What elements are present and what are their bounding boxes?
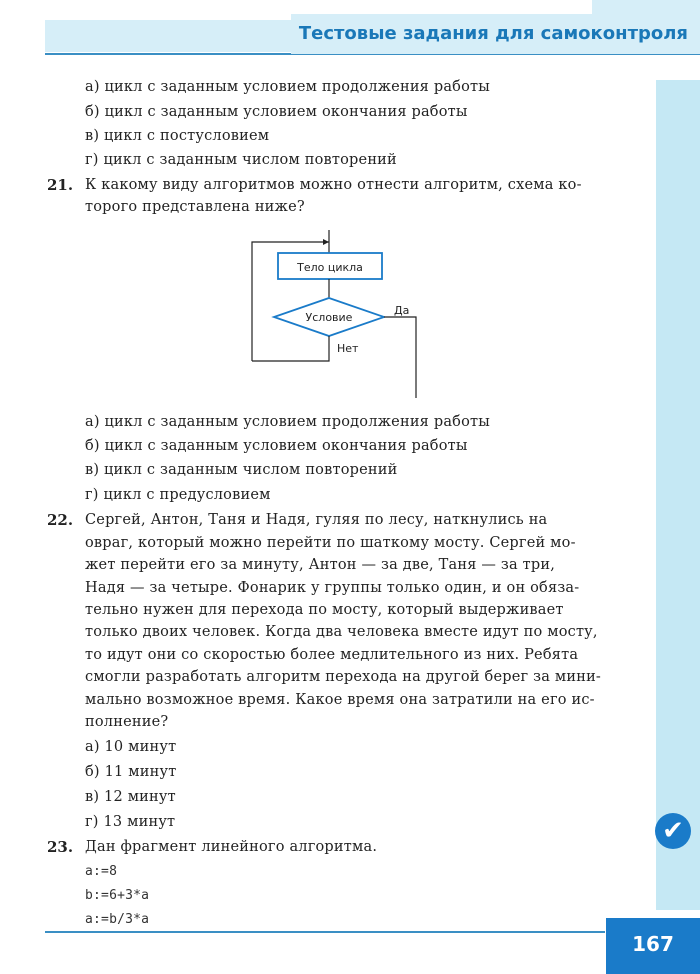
flow-no-label: Нет xyxy=(337,342,359,355)
prev-option-a: а) цикл с заданным условием продолжения работы xyxy=(85,79,490,95)
prev-option-b: б) цикл с заданным условием окончания работы xyxy=(85,104,468,120)
footer-rule xyxy=(45,931,605,933)
question-21-line-2: торого представлена ниже? xyxy=(85,199,305,215)
question-22-option-d: г) 13 минут xyxy=(85,814,176,830)
question-21-option-d: г) цикл с предусловием xyxy=(85,487,271,503)
question-21-option-a: а) цикл с заданным условием продолжения работы xyxy=(85,414,490,430)
question-22-line-6: только двоих человек. Когда два человека вместе идут по мосту, xyxy=(85,624,598,640)
question-22-line-4: Надя — за четыре. Фонарик у группы только один, и он обяза- xyxy=(85,580,580,596)
question-22-line-2: овраг, который можно перейти по шаткому мосту. Сергей мо- xyxy=(85,535,576,551)
flow-arrow-head xyxy=(323,239,329,245)
flow-body-label: Тело цикла xyxy=(297,261,363,274)
flow-yes-line xyxy=(384,317,416,398)
side-color-bar xyxy=(656,80,700,910)
loop-flowchart xyxy=(230,228,430,403)
question-21-option-c: в) цикл с заданным числом повторений xyxy=(85,462,398,478)
question-22-line-8: смогли разработать алгоритм перехода на другой берег за мини- xyxy=(85,669,602,685)
question-22-line-1: Сергей, Антон, Таня и Надя, гуляя по лесу, наткнулись на xyxy=(85,512,548,528)
checkmark-icon: ✔ xyxy=(655,813,691,849)
prev-option-c: в) цикл с постусловием xyxy=(85,128,270,144)
question-22-number: 22. xyxy=(47,511,74,529)
flow-condition-label: Условие xyxy=(305,311,353,324)
question-22-option-a: а) 10 минут xyxy=(85,739,177,755)
question-22-option-b: б) 11 минут xyxy=(85,764,177,780)
question-22-line-3: жет перейти его за минуту, Антон — за две, Таня — за три, xyxy=(85,557,556,573)
flow-yes-label: Да xyxy=(394,304,410,317)
flow-no-line xyxy=(252,336,329,361)
page-number: 167 xyxy=(632,932,674,956)
code-line-2: b:=6+3*a xyxy=(85,888,150,903)
question-23-text: Дан фрагмент линейного алгоритма. xyxy=(85,839,378,855)
question-23-number: 23. xyxy=(47,838,74,856)
question-21-option-b: б) цикл с заданным условием окончания работы xyxy=(85,438,468,454)
question-22-option-c: в) 12 минут xyxy=(85,789,176,805)
code-line-1: a:=8 xyxy=(85,864,118,879)
question-22-line-7: то идут они со скоростью более медлительного из них. Ребята xyxy=(85,647,579,663)
code-line-3: a:=b/3*a xyxy=(85,912,150,927)
question-21-number: 21. xyxy=(47,176,74,194)
question-22-line-5: тельно нужен для перехода по мосту, который выдерживает xyxy=(85,602,564,618)
question-21-line-1: К какому виду алгоритмов можно отнести алгоритм, схема ко- xyxy=(85,177,582,193)
prev-option-d: г) цикл с заданным числом повторений xyxy=(85,152,397,168)
question-22-line-9: мально возможное время. Какое время она затратили на его ис- xyxy=(85,692,595,708)
page-header-title: Тестовые задания для самоконтроля xyxy=(291,14,700,54)
question-22-line-10: полнение? xyxy=(85,714,169,730)
